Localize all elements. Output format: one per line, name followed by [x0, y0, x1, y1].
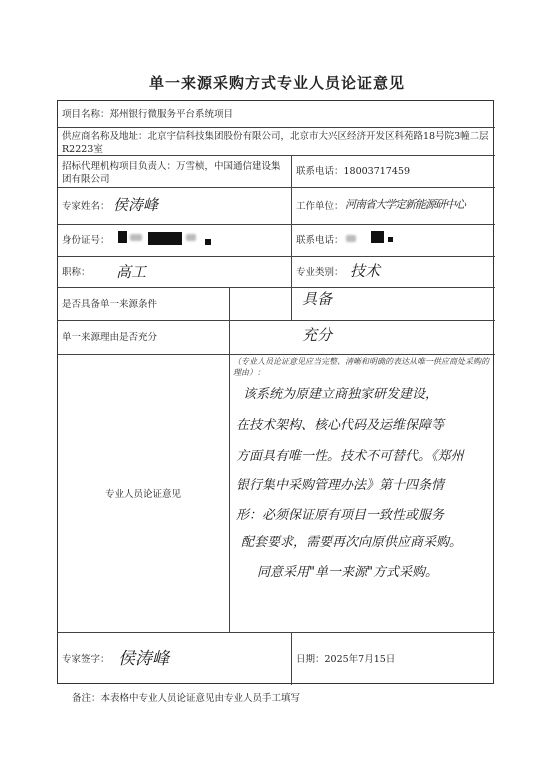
redaction-mark [130, 234, 142, 241]
opinion-form [57, 100, 494, 684]
condition-handwriting: 具备 [302, 290, 333, 308]
project-name: 项目名称：郑州银行微服务平台系统项目 [62, 109, 234, 120]
opinion-hint: （专业人员论证意见应当完整、清晰和明确的表达从唯一供应商处采购的理由）： [233, 357, 489, 377]
expert-name-label: 专家姓名： [62, 201, 110, 212]
redaction-mark [118, 231, 127, 243]
phone-label: 联系电话： [296, 235, 344, 246]
work-unit-label: 工作单位： [296, 201, 344, 212]
opinion-line: 同意采用"单一来源"方式采购。 [257, 565, 438, 580]
opinion-line: 该系统为原建立商独家研发建设， [243, 387, 439, 402]
redaction-mark [371, 231, 384, 243]
agent-info: 招标代理机构项目负责人：万雪桢，中国通信建设集团有限公司 [62, 161, 281, 185]
condition-label: 是否具备单一来源条件 [62, 299, 158, 310]
redaction-mark [346, 235, 356, 242]
supplier-info: 供应商名称及地址：北京宇信科技集团股份有限公司，北京市大兴区经济开发区科苑路18号院3幢二层R2223室 [62, 131, 489, 155]
opinion-line: 方面具有唯一性。技术不可替代。《郑州 [236, 449, 464, 464]
opinion-line: 在技术架构、核心代码及运维保障等 [236, 418, 445, 433]
category-handwriting: 技术 [350, 262, 381, 280]
date-label: 日期：2025年7月15日 [296, 654, 396, 665]
opinion-line: 形：必须保证原有项目一致性或服务 [236, 508, 445, 523]
expert-signature: 侯涛峰 [118, 649, 169, 669]
opinion-line: 配套要求，需要再次向原供应商采购。 [241, 535, 463, 550]
remark-note: 备注：本表格中专业人员论证意见由专业人员手工填写 [72, 693, 301, 704]
redaction-mark [205, 239, 211, 245]
redaction-mark [186, 234, 196, 241]
title-label: 职称： [62, 267, 91, 278]
category-label: 专业类别： [296, 267, 344, 278]
document-title: 单一来源采购方式专业人员论证意见 [148, 74, 405, 92]
redaction-mark [148, 232, 182, 245]
redaction-mark [388, 237, 393, 242]
work-unit-handwriting: 河南省大学定新能源研中心 [345, 198, 465, 211]
title-handwriting: 高工 [116, 263, 147, 281]
id-label: 身份证号： [62, 235, 110, 246]
reason-label: 单一来源理由是否充分 [62, 332, 158, 343]
signature-label: 专家签字： [62, 654, 110, 665]
opinion-label: 专业人员论证意见 [105, 489, 182, 500]
opinion-line: 银行集中采购管理办法》第十四条情 [236, 478, 445, 493]
agent-phone: 联系电话：18003717459 [296, 166, 410, 177]
reason-handwriting: 充分 [302, 326, 333, 344]
expert-name-handwriting: 侯涛峰 [113, 196, 159, 214]
